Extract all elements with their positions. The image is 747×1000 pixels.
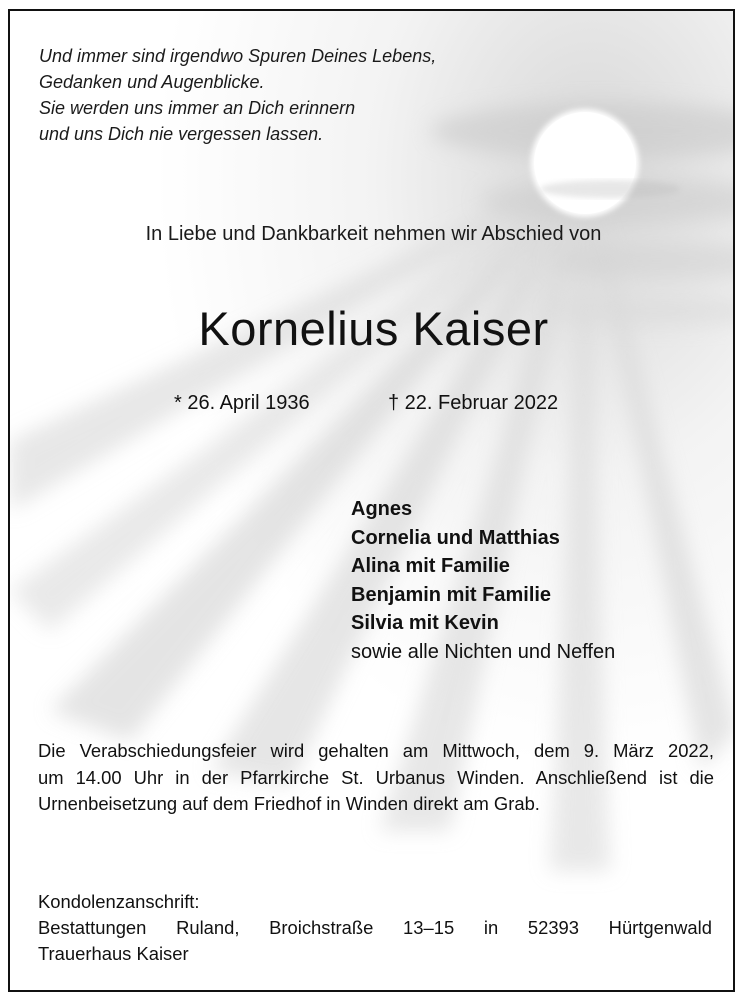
address-word: 13–15 [403, 917, 455, 938]
mourner-relatives: sowie alle Nichten und Neffen [351, 640, 616, 663]
ceremony-line: Urnenbeisetzung auf dem Friedhof in Winden direkt am Grab. [38, 793, 540, 814]
birth-date: * 26. April 1936 [174, 392, 310, 414]
poem-line: Und immer sind irgendwo Spuren Deines Lebens, [39, 46, 437, 66]
mourner: Alina mit Familie [351, 555, 510, 577]
poem-line: Gedanken und Augenblicke. [39, 72, 265, 92]
ceremony-line: um 14.00 Uhr in der Pfarrkirche St. Urbanus Winden. Anschließend ist die [38, 766, 714, 788]
condolence-house: Trauerhaus Kaiser [38, 943, 189, 964]
death-date: † 22. Februar 2022 [388, 392, 559, 414]
deceased-name: Kornelius Kaiser [198, 302, 549, 355]
address-word: Bestattungen [38, 917, 147, 938]
ceremony-notice [38, 738, 714, 818]
address-word: Hürtgenwald [608, 917, 712, 938]
mourner: Silvia mit Kevin [351, 612, 499, 634]
address-word: Broichstraße [269, 917, 374, 938]
address-word: in [483, 917, 499, 938]
poem [39, 43, 436, 147]
poem-line: Sie werden uns immer an Dich erinnern [39, 98, 356, 118]
ceremony-line: Die Verabschiedungsfeier wird gehalten am Mittwoch, dem 9. März 2022, [38, 740, 714, 761]
poem-line: und uns Dich nie vergessen lassen. [39, 124, 324, 144]
condolence-heading: Kondolenzanschrift: [38, 891, 200, 912]
address-word: Ruland, [176, 917, 240, 938]
mourner: Cornelia und Matthias [351, 526, 560, 549]
mourner: Benjamin mit Familie [351, 583, 552, 606]
obituary-card [8, 9, 735, 992]
mourners-list [351, 495, 615, 666]
address-word: 52393 [527, 917, 579, 938]
condolence-address [38, 889, 712, 967]
condolence-address-line [38, 915, 712, 941]
intro-text: In Liebe und Dankbarkeit nehmen wir Abschied von [145, 223, 602, 245]
mourner: Agnes [351, 498, 413, 520]
